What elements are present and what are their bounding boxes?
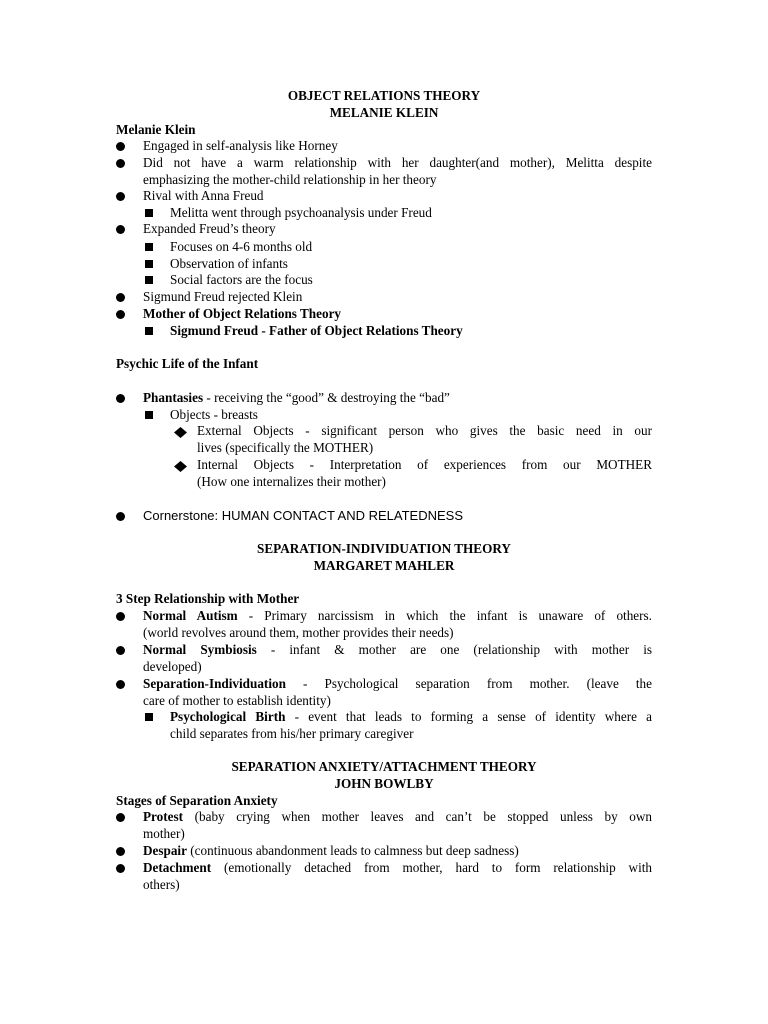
sub-sub-list-item: Internal Objects - Interpretation of experiences from our MOTHER (197, 457, 652, 472)
section-subtitle: JOHN BOWLBY (334, 776, 434, 791)
list-item-continuation: emphasizing the mother-child relationship in her theory (143, 172, 437, 187)
round-bullet-icon (116, 192, 125, 201)
round-bullet-icon (116, 293, 125, 302)
round-bullet-icon (116, 612, 125, 621)
round-bullet-icon (116, 310, 125, 319)
square-bullet-icon (145, 260, 153, 268)
list-item-continuation: mother) (143, 826, 185, 841)
round-bullet-icon (116, 646, 125, 655)
list-item: Did not have a warm relationship with her daughter(and mother), Melitta despite (143, 155, 652, 170)
description: - Primary narcissism in which the infant is unaware of others. (237, 608, 652, 623)
list-item-continuation: (world revolves around them, mother provides their needs) (143, 625, 454, 640)
section-subtitle: MARGARET MAHLER (313, 558, 455, 573)
round-bullet-icon (116, 225, 125, 234)
section-heading: Melanie Klein (116, 122, 196, 137)
list-item (143, 843, 652, 860)
list-item: Cornerstone: HUMAN CONTACT AND RELATEDNESS (143, 508, 464, 523)
section-heading: Stages of Separation Anxiety (116, 793, 278, 808)
list-item (143, 809, 652, 826)
list-item: Expanded Freud’s theory (143, 221, 276, 236)
term: Normal Symbiosis (143, 642, 257, 657)
diamond-bullet-icon (174, 461, 183, 470)
list-item (143, 676, 652, 693)
square-bullet-icon (145, 411, 153, 419)
description: - infant & mother are one (relationship with mother is (256, 642, 652, 657)
section-title: SEPARATION ANXIETY/ATTACHMENT THEORY (231, 759, 537, 774)
term: Detachment (143, 860, 212, 875)
term: Normal Autism (143, 608, 238, 623)
sub-list-item: Sigmund Freud - Father of Object Relations Theory (170, 323, 463, 338)
page-title: OBJECT RELATIONS THEORY (287, 88, 481, 103)
list-item: Sigmund Freud rejected Klein (143, 289, 303, 304)
sub-sub-list-item-continuation: lives (specifically the MOTHER) (197, 440, 374, 455)
list-item (143, 390, 652, 407)
section-heading: Psychic Life of the Infant (116, 356, 259, 371)
square-bullet-icon (145, 243, 153, 251)
list-item-continuation: developed) (143, 659, 202, 674)
list-item: Engaged in self-analysis like Horney (143, 138, 338, 153)
term: Separation-Individuation (143, 676, 286, 691)
description: (continuous abandonment leads to calmness but deep sadness) (186, 843, 519, 858)
list-item (143, 642, 652, 659)
list-item (143, 860, 652, 877)
term: Psychological Birth (170, 709, 286, 724)
list-item: Mother of Object Relations Theory (143, 306, 342, 321)
sub-list-item: Observation of infants (170, 256, 288, 271)
term: Protest (143, 809, 184, 824)
description: - Psychological separation from mother. (leave the (285, 676, 652, 691)
round-bullet-icon (116, 864, 125, 873)
square-bullet-icon (145, 327, 153, 335)
square-bullet-icon (145, 713, 153, 721)
list-item (143, 608, 652, 625)
square-bullet-icon (145, 276, 153, 284)
sub-list-item: Focuses on 4-6 months old (170, 239, 313, 254)
section-title: SEPARATION-INDIVIDUATION THEORY (257, 541, 511, 556)
description: (emotionally detached from mother, hard to form relationship with (211, 860, 652, 875)
round-bullet-icon (116, 813, 125, 822)
list-item-continuation: others) (143, 877, 180, 892)
list-item-continuation: care of mother to establish identity) (143, 693, 331, 708)
term: Despair (143, 843, 187, 858)
round-bullet-icon (116, 512, 125, 521)
round-bullet-icon (116, 142, 125, 151)
round-bullet-icon (116, 159, 125, 168)
sub-list-item: Social factors are the focus (170, 272, 313, 287)
sub-list-item: Objects - breasts (170, 407, 258, 422)
description: - receiving the “good” & destroying the “bad” (203, 390, 450, 405)
sub-list-item (170, 709, 652, 726)
sub-sub-list-item-continuation: (How one internalizes their mother) (197, 474, 386, 489)
sub-list-item-continuation: child separates from his/her primary caregiver (170, 726, 414, 741)
square-bullet-icon (145, 209, 153, 217)
term: Phantasies (143, 390, 204, 405)
section-heading: 3 Step Relationship with Mother (116, 591, 300, 606)
round-bullet-icon (116, 847, 125, 856)
list-item: Rival with Anna Freud (143, 188, 264, 203)
round-bullet-icon (116, 680, 125, 689)
diamond-bullet-icon (174, 427, 183, 436)
sub-list-item: Melitta went through psychoanalysis under Freud (170, 205, 432, 220)
sub-sub-list-item: External Objects - significant person who gives the basic need in our (197, 423, 652, 438)
description: - event that leads to forming a sense of identity where a (285, 709, 652, 724)
round-bullet-icon (116, 394, 125, 403)
description: (baby crying when mother leaves and can’t be stopped unless by own (183, 809, 652, 824)
page-subtitle: MELANIE KLEIN (329, 105, 439, 120)
